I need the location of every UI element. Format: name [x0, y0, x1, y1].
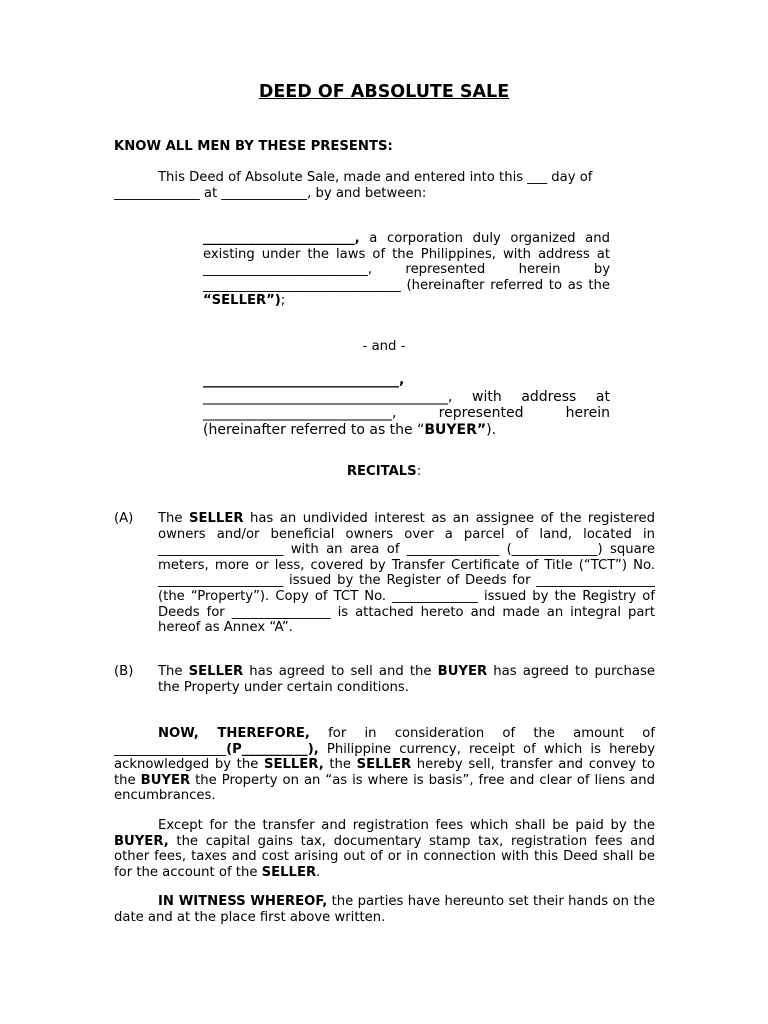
- except-part: the capital gains tax, documentary stamp tax, registration fees and other fees, taxes and cost arising out of or in connection with this Deed shall be for the account of the: [114, 833, 660, 880]
- recital-b-text: [158, 664, 660, 695]
- recital-a-bold: SELLER: [189, 511, 244, 526]
- now-therefore-paragraph: [114, 726, 660, 804]
- recitals-heading-bold: RECITALS: [346, 464, 417, 479]
- recital-a-part: has an undivided interest as an assignee of the registered owners and/or beneficial owners over a parcel of land, located in ___________________ with an area of ______________ (_____________) square meters, more or less, covered by Transfer Certificate of Title (“TCT”) No. ___________________ issued by the Register of Deeds for __________________ (the “Property”). Copy of TCT No. _____________ issued by the Registry of Deeds for _______________ is attached hereto and made an integral part hereof as Annex “A”.: [158, 511, 660, 636]
- seller-name-line: _______________________,: [203, 231, 360, 246]
- intro-paragraph: [114, 170, 655, 201]
- seller-bold: SELLER,: [263, 757, 324, 773]
- seller-role: “SELLER”): [203, 293, 281, 309]
- buyer-end: ).: [486, 421, 497, 438]
- recital-b-part: The: [158, 664, 189, 679]
- seller-end: ;: [280, 293, 286, 309]
- except-paragraph: [114, 818, 660, 880]
- intro-text: This Deed of Absolute Sale, made and entered into this ___ day of _____________ at _____________, by and between:: [114, 170, 597, 201]
- seller-party-block: [203, 231, 615, 309]
- recital-b-bold: SELLER: [188, 664, 244, 679]
- seller-bold: SELLER: [356, 757, 412, 773]
- witness-paragraph: [114, 894, 660, 925]
- now-therefore-bold: NOW, THEREFORE,: [158, 726, 310, 741]
- buyer-role: BUYER”: [424, 421, 487, 438]
- amount-bold: (P__________),: [226, 741, 319, 757]
- recital-a-label: (A): [114, 511, 134, 526]
- recital-b-part: has agreed to purchase the Property under certain conditions.: [158, 664, 660, 695]
- recital-b-bold: BUYER: [437, 664, 488, 679]
- buyer-party-block: [203, 372, 615, 438]
- witness-bold: IN WITNESS WHEREOF,: [158, 894, 328, 909]
- recital-b: [114, 664, 660, 695]
- document-title: DEED OF ABSOLUTE SALE: [258, 82, 510, 102]
- now-therefore-part: the: [323, 757, 357, 773]
- now-therefore-part: Philippine currency, receipt of which is hereby acknowledged by the: [114, 741, 660, 773]
- buyer-description: ___________________________________, with address at ___________________________, represented herein (hereinafter referred to as the “: [203, 372, 615, 438]
- seller-bold: SELLER: [261, 864, 317, 880]
- recitals-heading: [0, 464, 768, 480]
- recital-b-part: has agreed to sell and the: [243, 664, 438, 679]
- and-separator: - and -: [362, 339, 406, 354]
- now-therefore-part: the Property on an “as is where is basis”, free and clear of liens and encumbrances.: [114, 772, 660, 804]
- buyer-name-line: ____________________________,: [203, 372, 405, 388]
- buyer-bold: BUYER: [140, 772, 191, 788]
- witness-part: the parties have hereunto set their hands on the date and at the place first above written.: [114, 894, 660, 925]
- except-part: Except for the transfer and registration fees which shall be paid by the: [158, 818, 660, 833]
- now-therefore-part: hereby sell, transfer and convey to the: [114, 757, 660, 788]
- opening-line: KNOW ALL MEN BY THESE PRESENTS:: [114, 139, 393, 154]
- buyer-bold: BUYER,: [114, 833, 169, 849]
- now-therefore-part: for in consideration of the amount of _________________: [114, 726, 660, 757]
- recital-a: [114, 511, 660, 636]
- recital-a-text: [158, 511, 660, 636]
- recital-a-part: The: [158, 511, 190, 526]
- recitals-heading-colon: :: [416, 464, 422, 479]
- seller-description: a corporation duly organized and existing under the laws of the Philippines, with address at _________________________, represented herein by ______________________________ (hereinafter referred to as the: [203, 231, 615, 293]
- except-part: .: [316, 864, 321, 880]
- recital-b-label: (B): [114, 664, 134, 679]
